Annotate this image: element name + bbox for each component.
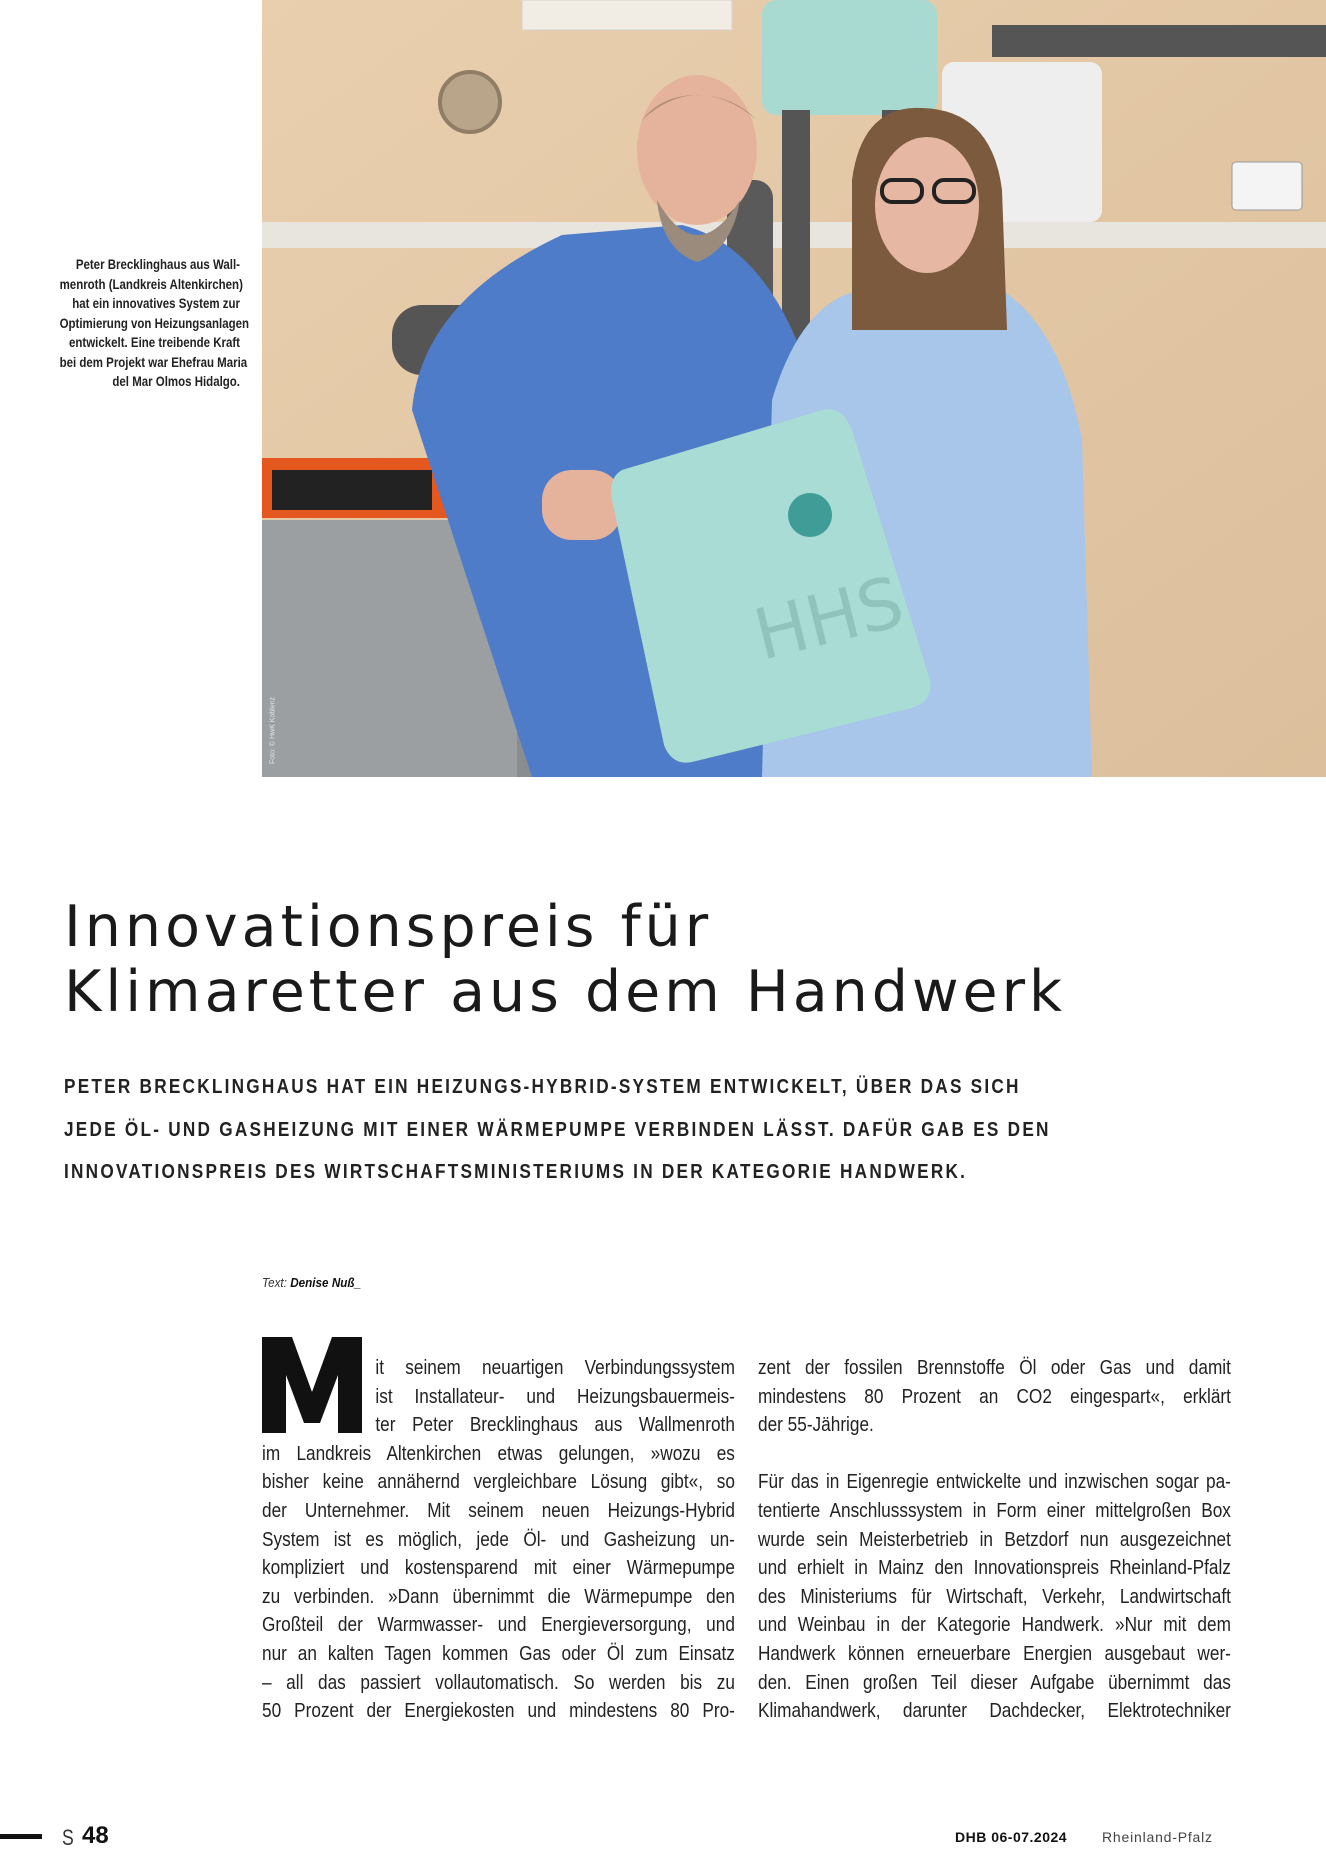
page-prefix: S: [62, 1825, 74, 1850]
article-photo: [262, 0, 1326, 777]
page-number: 48: [82, 1822, 109, 1849]
headline: Innovationspreis für Klimaretter aus dem Handwerk: [64, 894, 1067, 1025]
region-label: Rheinland-Pfalz: [1102, 1829, 1213, 1845]
issue-label: DHB 06-07.2024: [955, 1829, 1068, 1845]
body-column-2: zent der fossilen Brennstoffe Öl oder Gas und damit mindestens 80 Prozent an CO2 eingespart«, erklärt der 55-Jährige. Für das in Eigenregie entwickelte und inzwischen sogar pa- tentierte Anschlusssystem in Form einer mittelgroßen Box wurde sein Meisterbetrieb in Betzdorf nun ausgezeichnet und erhielt in Mainz den Innovationspreis Rheinland-Pfalz des Ministeriums für Wirtschaft, Verkehr, Landwirtschaft und Weinbau in der Kategorie Handwerk. »Nur mit dem Handwerk können erneuerbare Energien ausgebaut wer- den. Einen großen Teil dieser Aufgabe übernimmt das Klimahandwerk, darunter Dachdecker, Elektrotechniker: [758, 1356, 1231, 1723]
lead-paragraph: PETER BRECKLINGHAUS HAT EIN HEIZUNGS-HYBRID-SYSTEM ENTWICKELT, ÜBER DAS SICH JEDE ÖL- UND GASHEIZUNG MIT EINER WÄRMEPUMPE VERBINDEN LÄSST. DAFÜR GAB ES DEN INNOVATIONSPREIS DES WIRTSCHAFTSMINISTERIUMS IN DER KATEGORIE HANDWERK.: [64, 1076, 1051, 1183]
box-logo: HHS: [746, 560, 912, 677]
photo-caption: Peter Brecklinghaus aus Wall- menroth (Landkreis Altenkirchen) hat ein innovatives System zur Optimierung von Heizungsanlagen entwickelt. Eine treibende Kraft bei dem Projekt war Ehefrau Maria del Mar Olmos Hidalgo.: [59, 256, 250, 389]
body-column-1: it seinem neuartigen Verbindungssystem ist Installateur- und Heizungsbauermeis- ter Peter Brecklinghaus aus Wallmenroth im Landkreis Altenkirchen etwas gelungen, »wozu es bisher keine annähernd vergleichbare Lösung gibt«, so der Unternehmer. Mit seinem neuen Heizungs-Hybrid System ist es möglich, jede Öl- und Gasheizung un- kompliziert und kostensparend mit einer Wärmepumpe zu verbinden. »Dann übernimmt die Wärmepumpe den Großteil der Warmwasser- und Energieversorgung, und nur an kalten Tagen kommen Gas oder Öl zum Einsatz – all das passiert vollautomatisch. So werden bis zu 50 Prozent der Energiekosten und mindestens 80 Pro-: [262, 1356, 735, 1723]
author-name: Denise Nuß_: [290, 1275, 362, 1290]
photo-credit: Foto: © HwK Koblenz: [269, 696, 277, 765]
byline: Text: Denise Nuß_: [262, 1275, 362, 1290]
footer-rule: [0, 1834, 42, 1839]
